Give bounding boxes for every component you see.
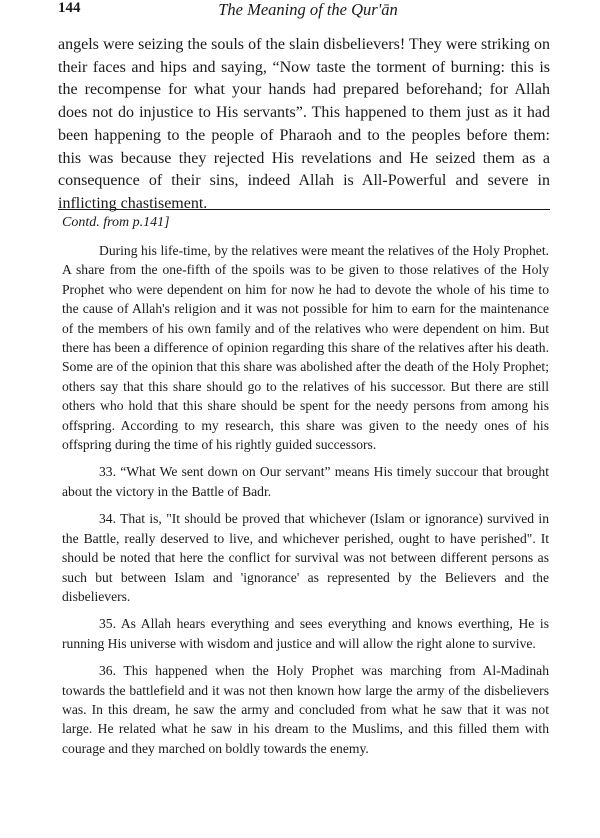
main-translation-text bbox=[58, 34, 550, 216]
footnote-divider bbox=[58, 209, 550, 210]
continued-label: Contd. from p.141] bbox=[62, 215, 170, 230]
note-35: 35. As Allah hears everything and sees everything and knows everthing, He is running His universe with wisdom and justice and will allow the right alone to survive. bbox=[62, 616, 549, 651]
note-34: 34. That is, "It should be proved that whichever (Islam or ignorance) survived in the Battle, really deserved to live, and whichever perished, ought to have perished". It should be noted that here the conflict for survival was not between different persons as such but between Islam and 'ignorance' as represented by the Believers and the disbelievers. bbox=[62, 511, 549, 604]
page-header bbox=[58, 0, 558, 30]
note-33: 33. “What We sent down on Our servant” means His timely succour that brought about the victory in the Battle of Badr. bbox=[62, 464, 549, 499]
note-paragraph: During his life-time, by the relatives were meant the relatives of the Holy Prophet. A share from the one-fifth of the spoils was to be given to those relatives of the Holy Prophet who were dependent on him for now he had to devote the whole of his time to the cause of Allah's religion and it was not possible for him to earn for the maintenance of the members of his own family and of the relatives who were dependent on him. But there has been a difference of opinion regarding this share of the relatives after his death. Some are of the opinion that this share was abolished after the death of the Holy Prophet; others say that this share should go to the relatives of his successor. But there are still others who hold that this share should be spent for the needy persons from among his offspring. According to my research, this share was given to the needy ones of his offspring during the time of his rightly guided successors. bbox=[62, 243, 549, 453]
running-title: The Meaning of the Qur'ān bbox=[218, 0, 398, 19]
footnotes bbox=[62, 241, 549, 766]
main-paragraph: angels were seizing the souls of the slain disbelievers! They were striking on their faces and hips and saying, “Now taste the torment of burning: this is the recompense for what your hands had prepared beforehand; for Allah does not do injustice to His servants”. This happened to them just as it had been happening to the people of Pharaoh and to the peoples before them: this was because they rejected His revelations and He seized them as a consequence of their sins, indeed Allah is All-Powerful and severe in inflicting chastisement. bbox=[58, 36, 550, 212]
page-number: 144 bbox=[58, 0, 81, 16]
note-36: 36. This happened when the Holy Prophet was marching from Al-Madinah towards the battlefield and it was not then known how large the army of the disbelievers was. In this dream, he saw the army and concluded from what he saw that it was not large. He related what he saw in his dream to the Muslims, and this filled them with courage and they marched on boldly towards the enemy. bbox=[62, 663, 549, 756]
